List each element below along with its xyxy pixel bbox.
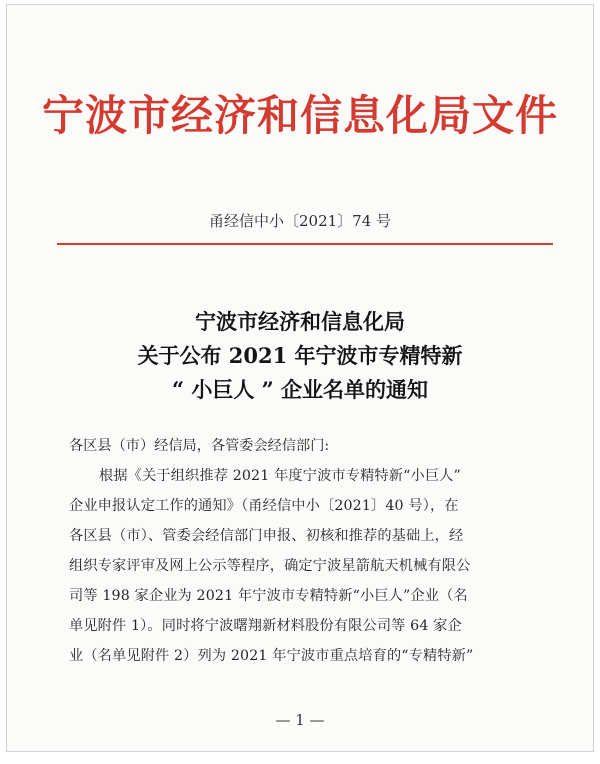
body-line-5: 司等 198 家企业为 2021 年宁波市专精特新“小巨人”企业（名	[69, 588, 468, 604]
heading-line-3: “ 小巨人 ” 企业名单的通知	[171, 377, 429, 402]
document-number: 甬经信中小〔2021〕74 号	[208, 212, 392, 230]
heading-line-2: 关于公布 2021 年宁波市专精特新	[137, 343, 463, 368]
red-divider-line	[57, 243, 553, 245]
body-line-7: 业（名单见附件 2）列为 2021 年宁波市重点培育的“专精特新”	[69, 648, 474, 664]
body-line-4: 组织专家评审及网上公示等程序，确定宁波星箭航天机械有限公	[69, 558, 471, 574]
body-line-2: 企业申报认定工作的通知》（甬经信中小〔2021〕40 号），在	[69, 498, 459, 514]
document-body	[69, 431, 549, 671]
document-heading	[7, 305, 593, 407]
body-line-1: 根据《关于组织推荐 2021 年度宁波市专精特新“小巨人”	[99, 468, 461, 484]
salutation: 各区县（市）经信局，各管委会经信部门:	[69, 438, 330, 454]
heading-line-1: 宁波市经济和信息化局	[195, 309, 405, 334]
body-line-6: 单见附件 1）。同时将宁波曙翔新材料股份有限公司等 64 家企	[69, 618, 462, 634]
body-line-3: 各区县（市）、管委会经信部门申报、初核和推荐的基础上，经	[69, 528, 464, 544]
issuing-authority-title: 宁波市经济和信息化局文件	[41, 91, 558, 140]
page-number: — 1 —	[275, 711, 325, 729]
document-page	[6, 4, 594, 752]
